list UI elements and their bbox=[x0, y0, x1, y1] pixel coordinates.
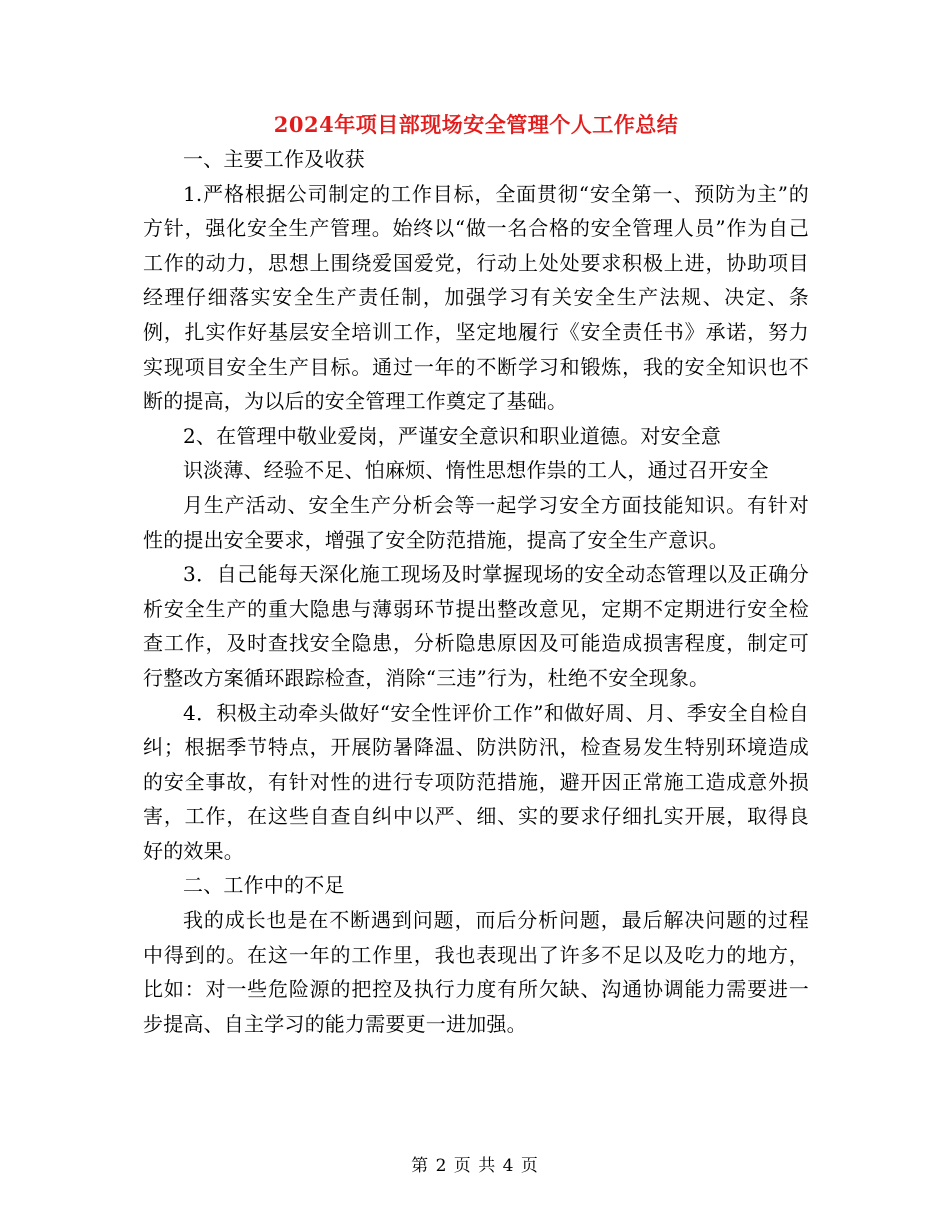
section-heading-shortcomings: 二、工作中的不足 bbox=[183, 873, 345, 898]
paragraph-item-2: 2、在管理中敬业爱岗，严谨安全意识和职业道德。对安全意 bbox=[183, 423, 722, 448]
paragraph-item-2-end: 月生产活动、安全生产分析会等一起学习安全方面技能知识。有针对性的提出安全要求，增强了安全防范措施，提高了安全生产意识。 bbox=[143, 492, 809, 552]
page-footer: 第 2 页 共 4 页 bbox=[411, 1156, 539, 1176]
document-title: 2024年项目部现场安全管理个人工作总结 bbox=[273, 112, 679, 137]
paragraph-item-2-continued: 识淡薄、经验不足、怕麻烦、惰性思想作祟的工人，通过召开安全 bbox=[183, 458, 769, 483]
paragraph-item-4: 4．积极主动牵头做好“安全性评价工作”和做好周、月、季安全自检自纠；根据季节特点，开展防暑降温、防洪防汛，检查易发生特别环境造成的安全事故，有针对性的进行专项防范措施，避开因正常施工造成意外损害，工作，在这些自查自纠中以严、细、实的要求仔细扎实开展，取得良好的效果。 bbox=[143, 700, 809, 863]
paragraph-item-3: 3．自己能每天深化施工现场及时掌握现场的安全动态管理以及正确分析安全生产的重大隐患与薄弱环节提出整改意见，定期不定期进行安全检查工作，及时查找安全隐患，分析隐患原因及可能造成损害程度，制定可行整改方案循环跟踪检查，消除“三违”行为，杜绝不安全现象。 bbox=[143, 562, 809, 690]
paragraph-shortcomings: 我的成长也是在不断遇到问题，而后分析问题，最后解决问题的过程中得到的。在这一年的工作里，我也表现出了许多不足以及吃力的地方，比如：对一些危险源的把控及执行力度有所欠缺、沟通协调能力需要进一步提高、自主学习的能力需要更一进加强。 bbox=[143, 908, 809, 1036]
section-heading-main-work: 一、主要工作及收获 bbox=[183, 147, 365, 171]
paragraph-item-1: 1.严格根据公司制定的工作目标，全面贯彻“安全第一、预防为主”的方针，强化安全生产管理。始终以“做一名合格的安全管理人员”作为自己工作的动力，思想上围绕爱国爱党，行动上处处要求积极上进，协助项目经理仔细落实安全生产责任制，加强学习有关安全生产法规、决定、条例，扎实作好基层安全培训工作，坚定地履行《安全责任书》承诺，努力实现项目安全生产目标。通过一年的不断学习和锻炼，我的安全知识也不断的提高，为以后的安全管理工作奠定了基础。 bbox=[143, 181, 809, 414]
document-page bbox=[143, 110, 809, 1041]
